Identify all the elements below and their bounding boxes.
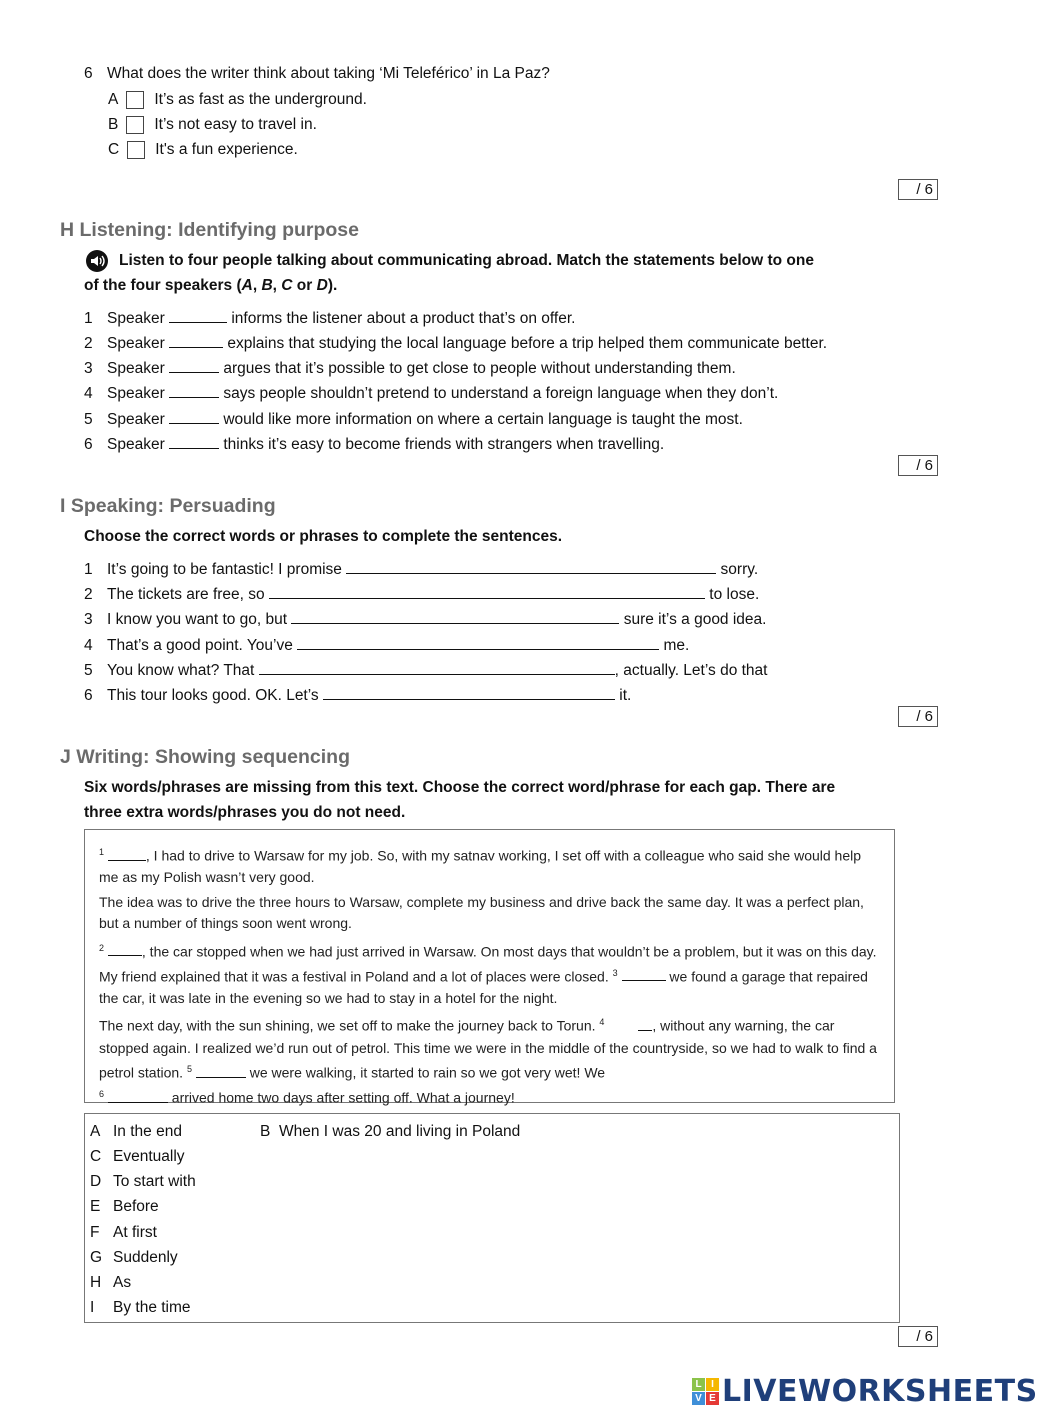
- gap-number: 4: [599, 1017, 605, 1028]
- option-a: [108, 90, 367, 110]
- i-item: [84, 583, 759, 605]
- passage-text: , without any warning, the car stopped again. I realized we’d run out of petrol. This time we were in the middle of the countryside, so we had to walk to find a petrol station.: [99, 1018, 877, 1081]
- answer-gap[interactable]: [196, 1062, 246, 1078]
- question-text: What does the writer think about taking ‘Mi Teleférico’ in La Paz?: [107, 65, 550, 82]
- item-number: 1: [84, 561, 93, 578]
- answer-gap[interactable]: [169, 433, 219, 449]
- h-item: [84, 433, 664, 455]
- item-prefix: Speaker: [107, 310, 165, 327]
- option-letter: C: [108, 141, 120, 158]
- item-prefix: Speaker: [107, 385, 165, 402]
- section-i-heading: I Speaking: Persuading: [60, 495, 276, 517]
- item-prefix: You know what? That: [107, 662, 255, 679]
- option-text: As: [113, 1274, 132, 1291]
- item-number: 4: [84, 637, 93, 654]
- item-text: it.: [619, 687, 632, 704]
- passage-text: , the car stopped when we had just arrived in Warsaw. On most days that wouldn’t be a problem, but it was on this day. My friend explained that it was a festival in Poland and a lot of places were closed.: [99, 943, 877, 985]
- question-6: [84, 64, 550, 84]
- answer-gap[interactable]: [169, 307, 227, 323]
- section-i-instruction: Choose the correct words or phrases to complete the sentences.: [84, 528, 563, 545]
- item-prefix: The tickets are free, so: [107, 586, 265, 603]
- item-text: informs the listener about a product that’s on offer.: [231, 310, 576, 327]
- item-text: would like more information on where a certain language is taught the most.: [223, 411, 743, 428]
- section-h-instruction: Listen to four people talking about communicating abroad. Match the statements below to one: [119, 252, 814, 269]
- options-box: [84, 1113, 900, 1323]
- item-text: me.: [663, 637, 690, 654]
- option-c: [90, 1147, 185, 1167]
- h-item: [84, 382, 778, 404]
- option-i: [90, 1298, 191, 1318]
- option-b: [108, 115, 317, 135]
- answer-gap[interactable]: [259, 659, 615, 675]
- i-item: [84, 684, 631, 706]
- h-item: [84, 307, 575, 329]
- item-number: 6: [84, 687, 93, 704]
- passage-text: we found a garage that repaired the car, it was late in the evening so we had to stay in a hotel for the night.: [99, 968, 868, 1006]
- option-text: It’s not easy to travel in.: [154, 116, 317, 133]
- option-letter: H: [90, 1274, 102, 1291]
- passage-paragraph: [99, 1012, 880, 1109]
- item-number: 5: [84, 662, 93, 679]
- gap-number: 1: [99, 847, 105, 857]
- option-text: By the time: [113, 1299, 191, 1316]
- item-number: 6: [84, 436, 93, 453]
- item-prefix: That’s a good point. You’ve: [107, 637, 293, 654]
- item-number: 3: [84, 611, 93, 628]
- logo-tile: V: [692, 1392, 705, 1405]
- answer-gap[interactable]: [638, 1015, 652, 1031]
- score-box[interactable]: / 6: [898, 179, 938, 200]
- option-letter: G: [90, 1249, 103, 1266]
- answer-gap[interactable]: [169, 357, 219, 373]
- answer-gap[interactable]: [323, 684, 615, 700]
- passage-paragraph: [99, 938, 880, 1010]
- answer-gap[interactable]: [169, 382, 219, 398]
- score-box[interactable]: / 6: [898, 706, 938, 727]
- option-letter: I: [90, 1299, 95, 1316]
- passage-paragraph: [99, 842, 880, 889]
- h-item: [84, 357, 736, 379]
- item-number: 2: [84, 586, 93, 603]
- answer-gap[interactable]: [297, 634, 659, 650]
- item-text: explains that studying the local language before a trip helped them communicate better.: [227, 335, 828, 352]
- logo-wordmark: LIVEWORKSHEETS: [722, 1374, 1038, 1409]
- option-text: In the end: [113, 1123, 182, 1140]
- i-item: [84, 608, 766, 630]
- h-item: [84, 332, 827, 354]
- gap-number: 2: [99, 942, 105, 953]
- score-box[interactable]: / 6: [898, 455, 938, 476]
- section-j-heading: J Writing: Showing sequencing: [60, 746, 350, 768]
- option-b: [260, 1122, 520, 1142]
- option-letter: B: [260, 1123, 271, 1140]
- item-prefix: Speaker: [107, 360, 165, 377]
- audio-speaker-icon[interactable]: [86, 250, 108, 272]
- option-letter: B: [108, 116, 119, 133]
- item-text: thinks it’s easy to become friends with strangers when travelling.: [223, 436, 665, 453]
- liveworksheets-logo: [692, 1374, 1038, 1409]
- section-j-instruction-2: three extra words/phrases you do not need.: [84, 804, 406, 821]
- i-item: [84, 558, 758, 580]
- option-c: [108, 140, 298, 160]
- logo-tiles-icon: [692, 1378, 719, 1405]
- logo-tile: L: [692, 1378, 705, 1391]
- option-g: [90, 1248, 178, 1268]
- i-item: [84, 659, 767, 681]
- passage-text: arrived home two days after setting off. What a journey!: [171, 1089, 515, 1106]
- answer-gap[interactable]: [346, 558, 716, 574]
- section-j-instruction: Six words/phrases are missing from this text. Choose the correct word/phrase for each gap. There are: [84, 779, 836, 796]
- item-text: to lose.: [709, 586, 760, 603]
- score-box[interactable]: / 6: [898, 1326, 938, 1347]
- answer-gap[interactable]: [269, 583, 705, 599]
- item-number: 4: [84, 385, 93, 402]
- item-text: , actually. Let’s do that: [614, 662, 768, 679]
- option-letter: C: [90, 1148, 102, 1165]
- option-a: [90, 1122, 182, 1142]
- option-checkbox[interactable]: [126, 91, 144, 109]
- option-checkbox[interactable]: [126, 116, 144, 134]
- option-letter: F: [90, 1224, 100, 1241]
- option-f: [90, 1223, 157, 1243]
- gap-number: 6: [99, 1089, 105, 1100]
- item-text: says people shouldn’t pretend to understand a foreign language when they don’t.: [223, 385, 779, 402]
- item-number: 2: [84, 335, 93, 352]
- passage-box: [84, 829, 895, 1106]
- item-prefix: I know you want to go, but: [107, 611, 288, 628]
- option-e: [90, 1197, 159, 1217]
- item-text: sure it’s a good idea.: [623, 611, 767, 628]
- item-prefix: Speaker: [107, 411, 165, 428]
- option-checkbox[interactable]: [127, 141, 145, 159]
- answer-gap[interactable]: [169, 332, 223, 348]
- item-number: 5: [84, 411, 93, 428]
- option-text: It’s as fast as the underground.: [154, 91, 367, 108]
- option-text: Suddenly: [113, 1249, 178, 1266]
- section-h-heading: H Listening: Identifying purpose: [60, 219, 359, 241]
- logo-tile: I: [706, 1378, 719, 1391]
- answer-gap[interactable]: [291, 608, 619, 624]
- item-text: sorry.: [720, 561, 759, 578]
- answer-gap[interactable]: [108, 940, 142, 956]
- item-prefix: It’s going to be fantastic! I promise: [107, 561, 342, 578]
- option-d: [90, 1172, 196, 1192]
- passage-text: , I had to drive to Warsaw for my job. So, with my satnav working, I set off with a colleague who said she would help me as my Polish wasn’t very good.: [99, 847, 862, 886]
- item-prefix: Speaker: [107, 436, 165, 453]
- answer-gap[interactable]: [108, 845, 146, 861]
- option-text: It's a fun experience.: [155, 141, 298, 158]
- question-number: 6: [84, 65, 93, 82]
- passage-text: The next day, with the sun shining, we set off to make the journey back to Torun.: [99, 1018, 596, 1035]
- section-h-instruction-2: of the four speakers (A, B, C or D).: [84, 277, 338, 294]
- gap-number: 5: [186, 1064, 192, 1075]
- h-item: [84, 408, 743, 430]
- passage-paragraph: The idea was to drive the three hours to Warsaw, complete my business and drive back the same day. It was a perfect plan, but a number of things soon went wrong.: [99, 893, 864, 932]
- answer-gap[interactable]: [622, 965, 666, 981]
- gap-number: 3: [612, 967, 618, 978]
- option-letter: E: [90, 1198, 101, 1215]
- option-text: Before: [113, 1198, 159, 1215]
- item-number: 1: [84, 310, 93, 327]
- logo-tile: E: [706, 1392, 719, 1405]
- item-number: 3: [84, 360, 93, 377]
- option-text: To start with: [113, 1173, 196, 1190]
- option-text: Eventually: [113, 1148, 185, 1165]
- item-prefix: This tour looks good. OK. Let’s: [107, 687, 319, 704]
- option-text: When I was 20 and living in Poland: [279, 1123, 521, 1140]
- option-h: [90, 1273, 131, 1293]
- answer-gap[interactable]: [169, 408, 219, 424]
- answer-gap[interactable]: [108, 1087, 168, 1103]
- item-text: argues that it’s possible to get close to people without understanding them.: [223, 360, 736, 377]
- option-letter: D: [90, 1173, 102, 1190]
- passage-text: we were walking, it started to rain so we got very wet! We: [249, 1064, 606, 1081]
- item-prefix: Speaker: [107, 335, 165, 352]
- option-letter: A: [108, 91, 119, 108]
- i-item: [84, 634, 689, 656]
- option-text: At first: [113, 1224, 157, 1241]
- option-letter: A: [90, 1123, 101, 1140]
